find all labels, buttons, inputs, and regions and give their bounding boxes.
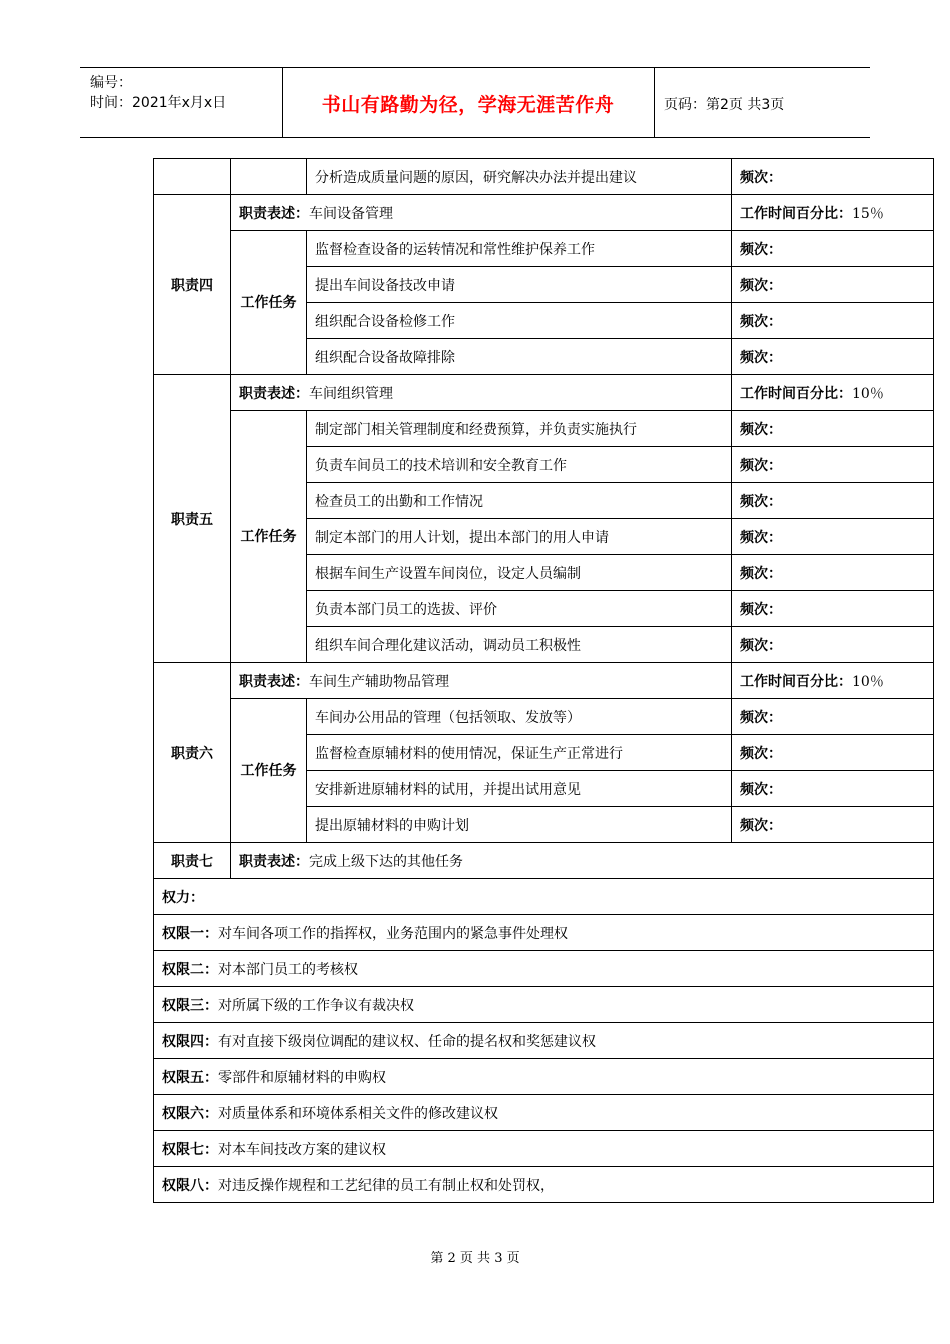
authority-row (154, 1059, 934, 1095)
description-text: 车间组织管理 (309, 385, 393, 402)
frequency-cell (732, 771, 934, 807)
frequency-cell (732, 159, 934, 195)
task-text: 负责本部门员工的选拔、评价 (307, 591, 732, 627)
authority-row (154, 951, 934, 987)
description-label: 职责表述： (239, 205, 309, 222)
frequency-label: 频次： (740, 241, 782, 258)
time-percent-value: 10％ (852, 385, 884, 402)
time-percent-label: 工作时间百分比： (740, 385, 852, 402)
frequency-label: 频次： (740, 565, 782, 582)
task-text: 提出原辅材料的申购计划 (307, 807, 732, 843)
frequency-label: 频次： (740, 349, 782, 366)
task-text: 制定部门相关管理制度和经费预算，并负责实施执行 (307, 411, 732, 447)
frequency-cell (732, 411, 934, 447)
frequency-label: 频次： (740, 745, 782, 762)
description-text: 完成上级下达的其他任务 (309, 853, 463, 870)
frequency-label: 频次： (740, 637, 782, 654)
frequency-label: 频次： (740, 601, 782, 618)
page-footer: 第 2 页 共 3 页 (430, 1251, 520, 1266)
time-percent-cell (732, 195, 934, 231)
frequency-label: 频次： (740, 169, 782, 186)
time-percent-value: 15％ (852, 205, 884, 222)
frequency-label: 频次： (740, 421, 782, 438)
table-row (154, 663, 934, 699)
frequency-label: 频次： (740, 529, 782, 546)
table-row (154, 1131, 934, 1167)
authority-row (154, 1131, 934, 1167)
authority-row-text: 对本车间技改方案的建议权 (218, 1141, 386, 1158)
description-label: 职责表述： (239, 385, 309, 402)
authority-row-label: 权限四： (162, 1033, 218, 1050)
page-header (80, 67, 870, 138)
authority-row-label: 权限三： (162, 997, 218, 1014)
frequency-cell (732, 303, 934, 339)
table-row (154, 159, 934, 195)
authority-row-text: 对违反操作规程和工艺纪律的员工有制止权和处罚权， (218, 1177, 554, 1194)
frequency-label: 频次： (740, 709, 782, 726)
table-row (154, 1167, 934, 1203)
duty-description (231, 843, 934, 879)
frequency-label: 频次： (740, 781, 782, 798)
frequency-cell (732, 699, 934, 735)
authority-row (154, 1167, 934, 1203)
authority-row-label: 权限五： (162, 1069, 218, 1086)
task-text: 车间办公用品的管理（包括领取、发放等） (307, 699, 732, 735)
description-label: 职责表述： (239, 673, 309, 690)
description-text: 车间生产辅助物品管理 (309, 673, 449, 690)
duty-description (231, 195, 732, 231)
work-task-label: 工作任务 (231, 699, 307, 843)
task-text: 监督检查设备的运转情况和常性维护保养工作 (307, 231, 732, 267)
authority-row-text: 对所属下级的工作争议有裁决权 (218, 997, 414, 1014)
table-row (154, 699, 934, 735)
task-text: 组织配合设备故障排除 (307, 339, 732, 375)
frequency-label: 频次： (740, 277, 782, 294)
header-divider (654, 68, 655, 137)
table-row (154, 195, 934, 231)
authority-row (154, 987, 934, 1023)
frequency-label: 频次： (740, 313, 782, 330)
authority-row (154, 1095, 934, 1131)
duty-label: 职责五 (154, 375, 231, 663)
frequency-cell (732, 627, 934, 663)
table-row (154, 375, 934, 411)
task-text: 检查员工的出勤和工作情况 (307, 483, 732, 519)
task-text: 负责车间员工的技术培训和安全教育工作 (307, 447, 732, 483)
frequency-label: 频次： (740, 493, 782, 510)
task-text: 分析造成质量问题的原因，研究解决办法并提出建议 (307, 159, 732, 195)
task-text: 安排新进原辅材料的试用，并提出试用意见 (307, 771, 732, 807)
authority-row-text: 对车间各项工作的指挥权，业务范围内的紧急事件处理权 (218, 925, 568, 942)
task-cell (231, 159, 307, 195)
frequency-cell (732, 483, 934, 519)
table-row (154, 1023, 934, 1059)
table-row (154, 231, 934, 267)
authority-label: 权力： (162, 889, 204, 906)
work-task-label: 工作任务 (231, 411, 307, 663)
frequency-cell (732, 591, 934, 627)
frequency-label: 频次： (740, 457, 782, 474)
authority-row-label: 权限八： (162, 1177, 218, 1194)
duty-label: 职责七 (154, 843, 231, 879)
header-meta (90, 73, 226, 113)
time-percent-label: 工作时间百分比： (740, 673, 852, 690)
document-number-label: 编号： (90, 75, 132, 91)
task-text: 根据车间生产设置车间岗位，设定人员编制 (307, 555, 732, 591)
authority-heading (154, 879, 934, 915)
frequency-cell (732, 339, 934, 375)
duty-label: 职责四 (154, 195, 231, 375)
task-text: 制定本部门的用人计划，提出本部门的用人申请 (307, 519, 732, 555)
table-row (154, 951, 934, 987)
table-row (154, 987, 934, 1023)
frequency-cell (732, 267, 934, 303)
time-percent-cell (732, 375, 934, 411)
table-row (154, 1059, 934, 1095)
frequency-cell (732, 555, 934, 591)
frequency-cell (732, 519, 934, 555)
work-task-label: 工作任务 (231, 231, 307, 375)
authority-row-text: 对本部门员工的考核权 (218, 961, 358, 978)
table-row (154, 879, 934, 915)
time-percent-value: 10％ (852, 673, 884, 690)
frequency-cell (732, 735, 934, 771)
table-row (154, 843, 934, 879)
table-row (154, 1095, 934, 1131)
duty-description (231, 663, 732, 699)
time-percent-cell (732, 663, 934, 699)
duty-cell (154, 159, 231, 195)
description-label: 职责表述： (239, 853, 309, 870)
duty-description (231, 375, 732, 411)
authority-row (154, 1023, 934, 1059)
frequency-cell (732, 807, 934, 843)
task-text: 提出车间设备技改申请 (307, 267, 732, 303)
time-percent-label: 工作时间百分比： (740, 205, 852, 222)
authority-row-text: 零部件和原辅材料的申购权 (218, 1069, 386, 1086)
authority-row-label: 权限一： (162, 925, 218, 942)
authority-row-text: 对质量体系和环境体系相关文件的修改建议权 (218, 1105, 498, 1122)
task-text: 组织车间合理化建议活动，调动员工积极性 (307, 627, 732, 663)
authority-row-label: 权限六： (162, 1105, 218, 1122)
authority-row (154, 915, 934, 951)
frequency-cell (732, 231, 934, 267)
duty-label: 职责六 (154, 663, 231, 843)
header-page-label: 页码：第2页 共3页 (664, 97, 785, 113)
task-text: 监督检查原辅材料的使用情况，保证生产正常进行 (307, 735, 732, 771)
document-time-label: 时间：2021年x月x日 (90, 95, 227, 111)
authority-row-label: 权限七： (162, 1141, 218, 1158)
description-text: 车间设备管理 (309, 205, 393, 222)
table-row (154, 915, 934, 951)
duty-table (153, 158, 934, 1203)
authority-row-text: 有对直接下级岗位调配的建议权、任命的提名权和奖惩建议权 (218, 1033, 596, 1050)
task-text: 组织配合设备检修工作 (307, 303, 732, 339)
authority-row-label: 权限二： (162, 961, 218, 978)
frequency-label: 频次： (740, 817, 782, 834)
frequency-cell (732, 447, 934, 483)
header-motto: 书山有路勤为径，学海无涯苦作舟 (321, 94, 615, 116)
table-row (154, 411, 934, 447)
